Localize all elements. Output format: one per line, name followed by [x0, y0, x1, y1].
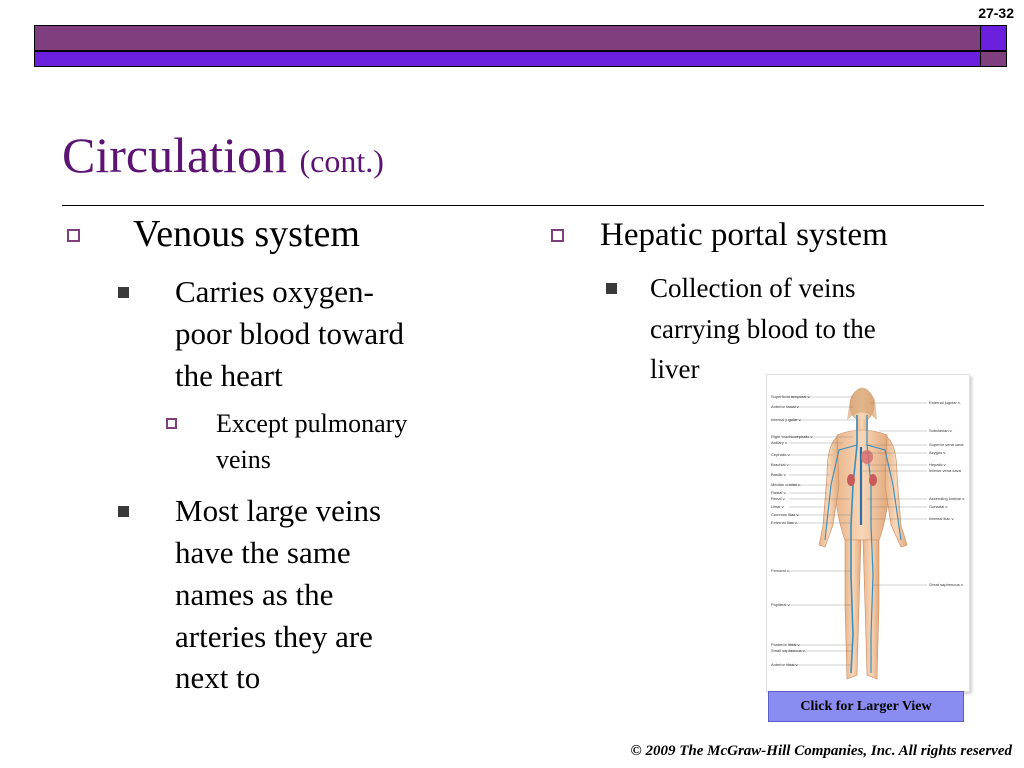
figure-label: Brachial v.	[771, 462, 790, 467]
figure-label: Right brachiocephalic v.	[771, 434, 814, 439]
copyright: © 2009 The McGraw-Hill Companies, Inc. All rights reserved	[630, 743, 1012, 759]
figure-label: Anterior tibial v.	[771, 662, 799, 667]
most-list	[175, 490, 381, 699]
figure-label: Basilic v.	[771, 472, 787, 477]
figure-label: Small saphenous v.	[771, 648, 806, 653]
figure-label: Posterior tibial v.	[771, 642, 801, 647]
header-corner-top	[980, 25, 1007, 51]
bullet-square-icon	[118, 287, 129, 298]
figure-label: Axillary v.	[771, 440, 788, 445]
figure-label: External iliac v.	[771, 520, 798, 525]
slide-number: 27-32	[978, 5, 1014, 21]
bullet-hollow-square-icon	[551, 229, 564, 242]
right-heading: Hepatic portal system	[600, 217, 888, 253]
collection-line: carrying blood to the	[650, 313, 876, 344]
figure-label: Popliteal v.	[771, 602, 791, 607]
larger-view-button[interactable]: Click for Larger View	[768, 691, 964, 722]
figure-label: Cephalic v.	[771, 452, 791, 457]
header-bar-bottom	[34, 51, 981, 67]
title-divider	[62, 205, 984, 206]
except-list	[216, 406, 407, 479]
carries-line: the heart	[175, 357, 283, 393]
bullet-hollow-square-icon	[67, 229, 80, 242]
title-main: Circulation	[62, 127, 287, 183]
collection-list	[650, 268, 876, 390]
carries-line: poor blood toward	[175, 315, 405, 351]
figure-label: Internal jugular v.	[771, 417, 802, 422]
figure-label: Femoral v.	[771, 568, 790, 573]
page-title	[62, 128, 384, 183]
except-line: veins	[216, 445, 271, 475]
bullet-square-icon	[118, 506, 129, 517]
figure-label: Azygos v.	[929, 450, 947, 455]
carries-line: Carries oxygen-	[175, 274, 374, 309]
figure-label: Internal iliac v.	[929, 516, 955, 521]
figure-label: Anterior facial v.	[771, 404, 800, 409]
figure-label: Superior vena cava	[929, 442, 964, 447]
figure-label: Common iliac v.	[771, 512, 800, 517]
most-line: Most large veins	[175, 493, 382, 528]
figure-label: Ascending lumbar v.	[929, 496, 965, 501]
header-corner-bottom	[980, 51, 1007, 67]
figure-label: Hepatic v.	[929, 462, 947, 467]
left-heading: Venous system	[133, 213, 360, 255]
collection-line: Collection of veins	[650, 273, 856, 303]
most-line: names as the	[175, 576, 334, 612]
figure-label: Renal v.	[771, 496, 786, 501]
figure-label: Radial v.	[771, 490, 787, 495]
figure-label: Gonadal v.	[929, 504, 949, 509]
except-line: Except pulmonary	[216, 409, 408, 438]
bullet-square-icon	[606, 283, 617, 294]
most-line: arteries they are	[175, 618, 373, 654]
figure-label: Subclavian v.	[929, 428, 953, 433]
collection-line: liver	[650, 354, 700, 384]
most-line: next to	[175, 660, 261, 696]
most-line: have the same	[175, 534, 351, 570]
figure-label: Inferior vena cava	[929, 468, 961, 473]
bullet-small-square-icon	[166, 418, 177, 429]
carries-list	[175, 271, 404, 397]
figure-label: Ulnar v.	[771, 504, 785, 509]
title-sub: (cont.)	[299, 143, 384, 179]
figure-label: Great saphenous v.	[929, 582, 964, 587]
figure-label: Median cubital v.	[771, 482, 801, 487]
figure-label: Superficial temporal v.	[771, 394, 811, 399]
figure-label: External jugular v.	[929, 400, 961, 405]
venous-system-figure[interactable]	[766, 374, 970, 692]
header-bar-top	[34, 25, 981, 51]
